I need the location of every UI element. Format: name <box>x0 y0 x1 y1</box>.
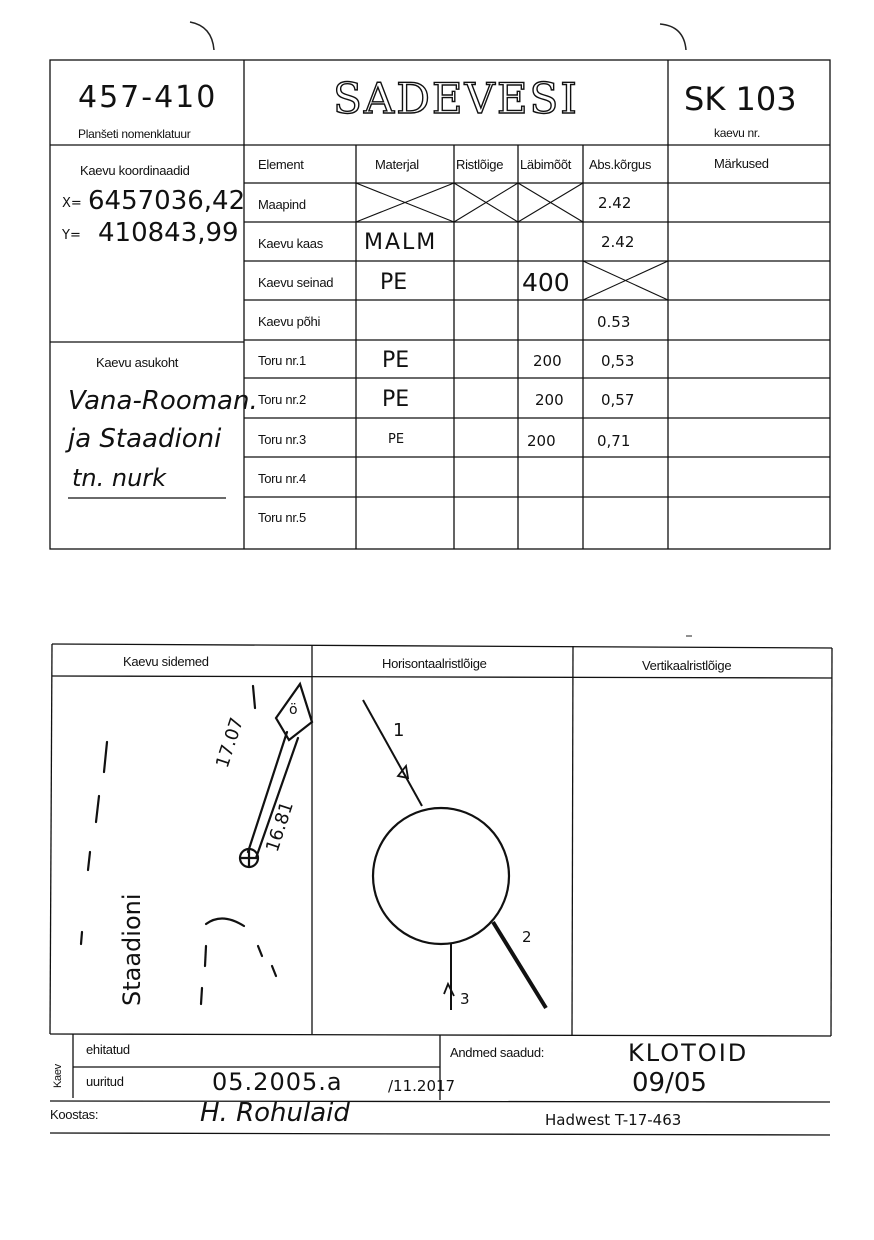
built-label: ehitatud <box>86 1042 130 1057</box>
page-title: SADEVESI <box>333 74 579 123</box>
x-prefix: X= <box>62 196 82 211</box>
compiler-label: Koostas: <box>50 1107 99 1122</box>
diameter-value: 200 <box>527 432 556 450</box>
surveyed-date-update: /11.2017 <box>388 1077 456 1095</box>
table-row-label: Toru nr.4 <box>258 471 306 486</box>
location-label: Kaevu asukoht <box>96 355 179 370</box>
well-number: SK 103 <box>684 80 797 118</box>
y-coordinate: 410843,99 <box>98 218 239 248</box>
reference-number: Hadwest T-17-463 <box>545 1111 682 1129</box>
material-value: PE <box>382 387 410 412</box>
material-value: PE <box>382 348 410 373</box>
col-header-abs-height: Abs.kõrgus <box>589 157 652 172</box>
col-header-diameter: Läbimõõt <box>520 157 572 172</box>
data-source: KLOTOID <box>628 1039 749 1067</box>
table-row-label: Kaevu seinad <box>258 275 334 290</box>
horizontal-section <box>363 700 546 1010</box>
material-value: PE <box>388 432 405 447</box>
material-value: MALM <box>364 230 438 255</box>
location-line-2: ja Staadioni <box>68 424 222 454</box>
location-line-1: Vana-Rooman. <box>68 386 258 416</box>
well-number-label: kaevu nr. <box>714 126 760 140</box>
table-row-label: Toru nr.2 <box>258 392 306 407</box>
pipe-label-1: 1 <box>393 720 405 741</box>
diameter-value: 400 <box>522 268 570 297</box>
vertical-section-header: Vertikaalristlõige <box>642 658 732 673</box>
coords-label: Kaevu koordinaadid <box>80 163 190 178</box>
table-row-label: Maapind <box>258 197 306 212</box>
table-row-label: Toru nr.5 <box>258 510 306 525</box>
col-header-element: Element <box>258 157 304 172</box>
sheet-number: 457-410 <box>78 80 218 115</box>
data-source-label: Andmed saadud: <box>450 1045 545 1060</box>
table-row-label: Kaevu kaas <box>258 236 323 251</box>
x-coordinate: 6457036,42 <box>88 186 246 216</box>
ties-header: Kaevu sidemed <box>123 654 209 669</box>
abs-height-value: 2.42 <box>598 194 632 212</box>
col-header-material: Materjal <box>375 157 419 172</box>
surveyed-date: 05.2005.a <box>212 1068 343 1096</box>
pipe-label-2: 2 <box>522 928 532 946</box>
abs-height-value: 2.42 <box>601 233 635 251</box>
horizontal-section-header: Horisontaalristlõige <box>382 656 487 671</box>
diameter-value: 200 <box>533 352 562 370</box>
table-row-label: Toru nr.1 <box>258 353 306 368</box>
abs-height-value: 0,57 <box>601 391 635 409</box>
abs-height-value: 0.53 <box>597 313 631 331</box>
table-row-label: Toru nr.3 <box>258 432 306 447</box>
diameter-value: 200 <box>535 391 564 409</box>
surveyed-label: uuritud <box>86 1074 124 1089</box>
street-label: Staadioni <box>118 893 146 1006</box>
abs-height-value: 0,71 <box>597 432 631 450</box>
y-prefix: Y= <box>62 228 81 243</box>
material-value: PE <box>380 270 408 295</box>
corner-mark: ö <box>289 702 298 718</box>
pipe-label-3: 3 <box>460 990 470 1008</box>
tie-distance-1: 17.07 <box>212 714 248 771</box>
data-date: 09/05 <box>632 1068 707 1098</box>
kaev-label: Kaev <box>52 1064 64 1088</box>
abs-height-value: 0,53 <box>601 352 635 370</box>
location-line-3: tn. nurk <box>72 464 167 492</box>
col-header-remarks: Märkused <box>714 156 769 171</box>
sheet-label: Planšeti nomenklatuur <box>78 127 191 141</box>
table-row-label: Kaevu põhi <box>258 314 321 329</box>
compiler-name: H. Rohulaid <box>200 1098 350 1128</box>
col-header-cross-section: Ristlõige <box>456 157 504 172</box>
tie-distance-2: 16.81 <box>262 798 298 855</box>
